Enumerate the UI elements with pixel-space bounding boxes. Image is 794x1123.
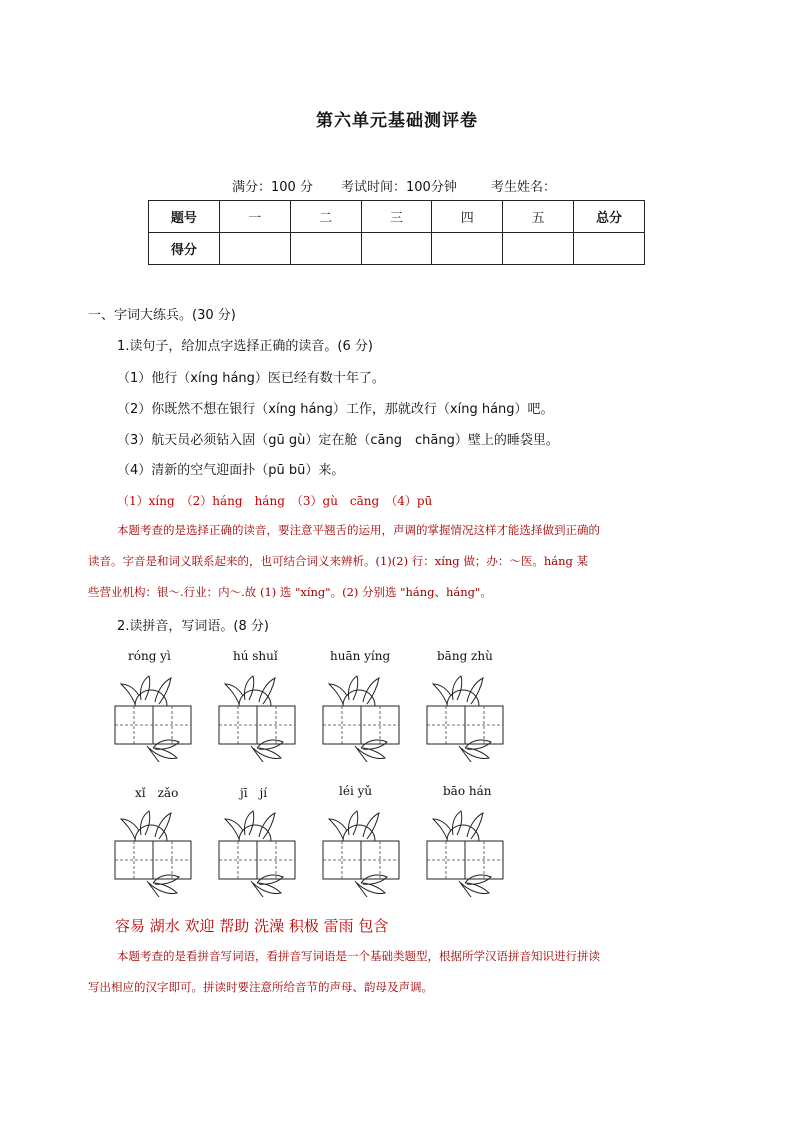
page-title: 第六单元基础测评卷 xyxy=(316,111,478,131)
table-header-cell: 总分 xyxy=(574,201,645,233)
table-header-cell: 五 xyxy=(503,201,574,233)
question-1-line: （4）清新的空气迎面扑（pū bū）来。 xyxy=(117,463,345,478)
score-input-cell[interactable] xyxy=(290,233,361,265)
exam-time-text: 考试时间：100分钟 xyxy=(341,180,457,195)
full-score-text: 满分：100 分 xyxy=(232,180,313,195)
pinyin-label: léi yǔ xyxy=(339,784,373,798)
pinyin-label: róng yì xyxy=(128,649,171,663)
writing-grid-flower[interactable] xyxy=(217,670,299,762)
pinyin-label: xǐ zǎo xyxy=(135,786,179,800)
question-1-line: （1）他行（xíng háng）医已经有数十年了。 xyxy=(117,371,385,386)
score-input-cell[interactable] xyxy=(432,233,503,265)
writing-grid-flower[interactable] xyxy=(113,670,195,762)
table-header-cell: 二 xyxy=(290,201,361,233)
question-1-line: （3）航天员必须钻入固（gū gù）定在舱（cāng chāng）壁上的睡袋里。 xyxy=(117,433,559,448)
score-input-cell[interactable] xyxy=(574,233,645,265)
table-header-cell: 四 xyxy=(432,201,503,233)
section-1-title: 一、字词大练兵。(30 分) xyxy=(88,308,236,323)
question-2-explanation-line: 本题考查的是看拼音写词语，看拼音写词语是一个基础类题型，根据所学汉语拼音知识进行拼读 xyxy=(117,949,600,963)
writing-grid-flower[interactable] xyxy=(425,670,507,762)
table-header-cell: 三 xyxy=(361,201,432,233)
score-input-cell[interactable] xyxy=(219,233,290,265)
writing-grid-flower[interactable] xyxy=(425,805,507,897)
score-row-label: 得分 xyxy=(149,233,220,265)
writing-grid-flower[interactable] xyxy=(113,805,195,897)
question-1-explanation-line: 读音。字音是和词义联系起来的，也可结合词义来辨析。(1)(2) 行：xíng 做；办：～医。háng 某 xyxy=(88,554,589,568)
table-header-cell: 一 xyxy=(219,201,290,233)
score-table-score-row xyxy=(149,233,645,265)
writing-grid-flower[interactable] xyxy=(217,805,299,897)
writing-grid-flower[interactable] xyxy=(321,670,403,762)
student-name-label: 考生姓名： xyxy=(491,180,557,195)
pinyin-label: bāo hán xyxy=(443,784,492,798)
question-2-answer: 容易 湖水 欢迎 帮助 洗澡 积极 雷雨 包含 xyxy=(115,917,389,935)
question-1-line: （2）你既然不想在银行（xíng háng）工作，那就改行（xíng háng）吧。 xyxy=(117,402,554,417)
pinyin-label: bāng zhù xyxy=(437,649,493,663)
question-1-explanation-line: 本题考查的是选择正确的读音，要注意平翘舌的运用，声调的掌握情况这样才能选择做到正确的 xyxy=(117,523,600,537)
pinyin-label: hú shuǐ xyxy=(233,649,278,663)
score-table xyxy=(148,200,645,265)
score-input-cell[interactable] xyxy=(361,233,432,265)
question-1-explanation-line: 些营业机构：银～.行业：内～.故 (1) 选 "xíng"。(2) 分别选 "háng、háng"。 xyxy=(88,585,492,599)
question-2-explanation-line: 写出相应的汉字即可。拼读时要注意所给音节的声母、韵母及声调。 xyxy=(88,980,433,994)
score-table-header-row xyxy=(149,201,645,233)
table-header-cell: 题号 xyxy=(149,201,220,233)
question-1-title: 1.读句子，给加点字选择正确的读音。(6 分) xyxy=(117,339,373,354)
pinyin-label: jī jí xyxy=(240,786,268,800)
score-input-cell[interactable] xyxy=(503,233,574,265)
question-1-answer: （1）xíng （2）háng háng （3）gù cāng （4）pū xyxy=(117,494,433,508)
question-2-title: 2.读拼音，写词语。(8 分) xyxy=(117,619,269,634)
writing-grid-flower[interactable] xyxy=(321,805,403,897)
pinyin-label: huān yíng xyxy=(330,649,391,663)
